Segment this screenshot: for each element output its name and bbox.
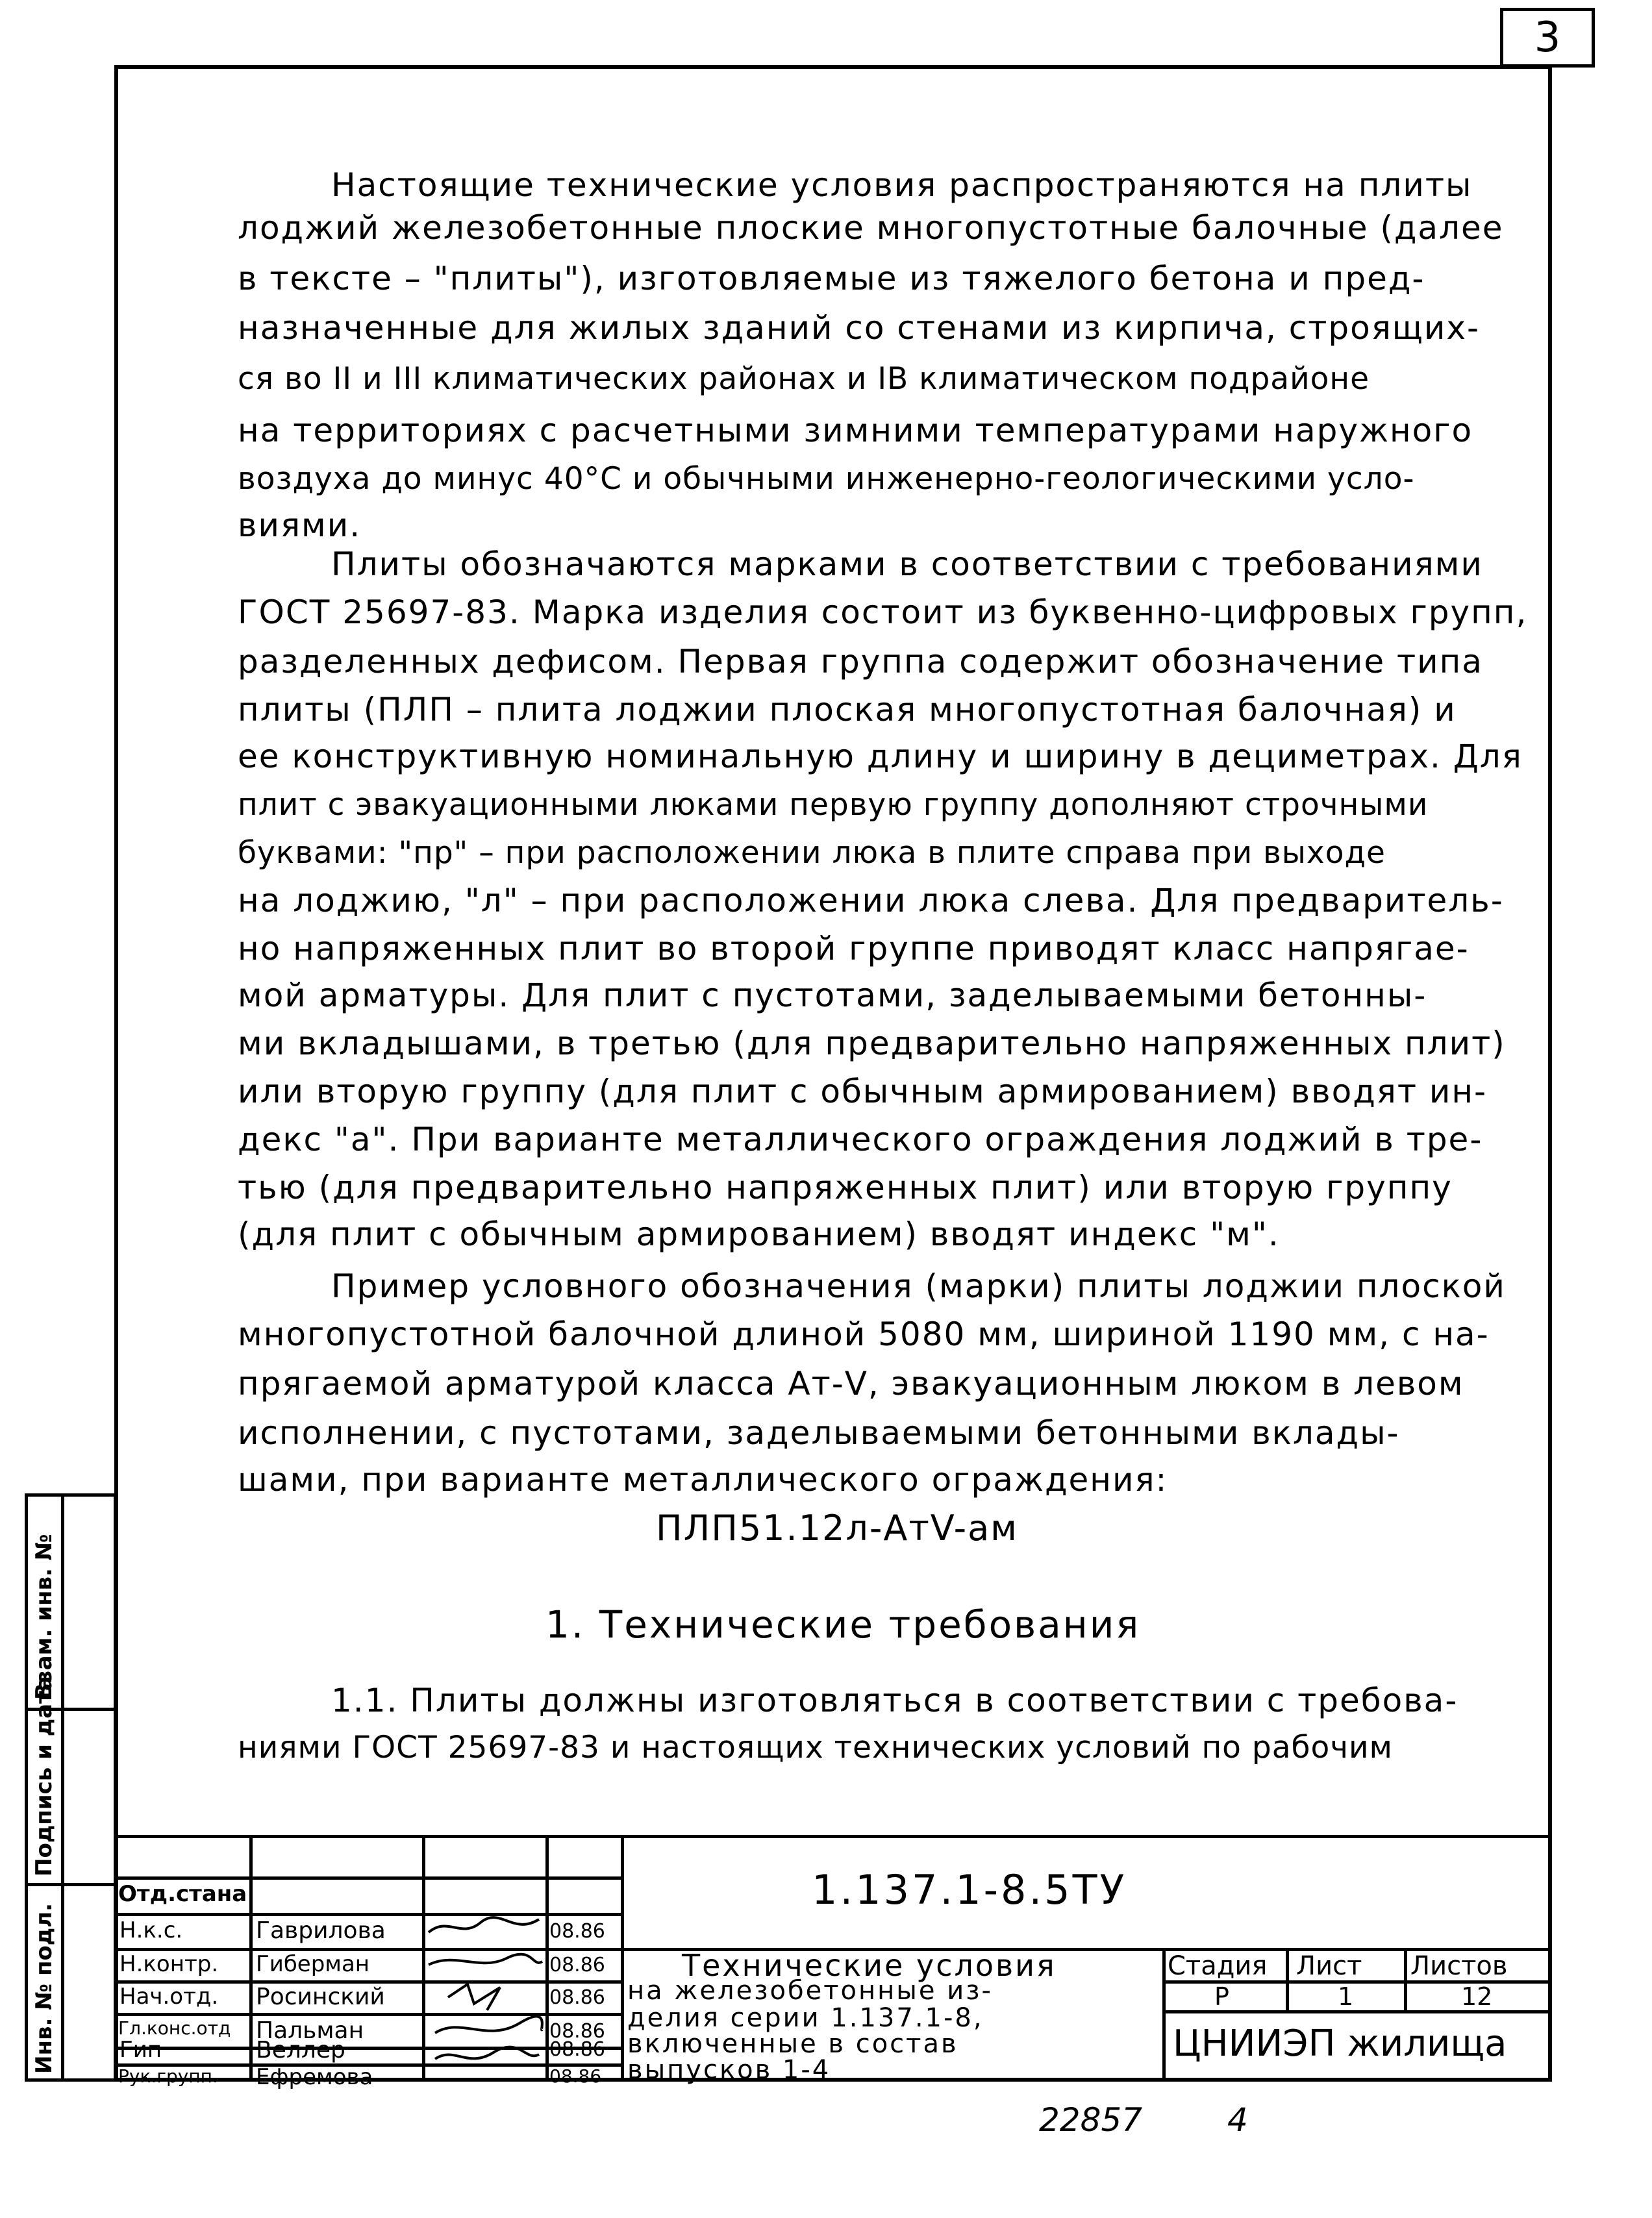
page-number-box [1500, 8, 1595, 68]
role-label: Н.к.с. [119, 1917, 183, 1943]
footer-page: 4 [1227, 2101, 1248, 2139]
body-line: мой арматуры. Для плит с пустотами, заделываемыми бетонны- [238, 977, 1427, 1014]
signature-scribbles [422, 1913, 545, 2082]
stage-header: Стадия [1168, 1951, 1268, 1981]
body-line: назначенные для жилых зданий со стенами из кирпича, строящих- [238, 309, 1480, 347]
body-line: Настоящие технические условия распространяются на плиты [331, 166, 1473, 204]
role-name: Росинский [256, 1984, 385, 2010]
body-line: но напряженных плит во второй группе приводят класс напрягае- [238, 930, 1470, 967]
body-line: на лоджию, "л" – при расположении люка слева. Для предваритель- [238, 882, 1504, 919]
mark-example: ПЛП51.12л-АтV-ам [656, 1508, 1018, 1549]
body-line: или вторую группу (для плит с обычным армированием) вводят ин- [238, 1073, 1488, 1110]
body-line: буквами: "пр" – при расположении люка в плите справа при выходе [238, 835, 1386, 871]
role-date: 08.86 [549, 2020, 605, 2043]
body-line: на территориях с расчетными зимними температурами наружного [238, 412, 1473, 449]
body-line: исполнении, с пустотами, заделываемыми бетонными вклады- [238, 1414, 1400, 1452]
title-line: выпусков 1-4 [627, 2055, 831, 2085]
role-label: Рук.групп. [118, 2065, 218, 2087]
body-line: шами, при варианте металлического ограждения: [238, 1461, 1168, 1499]
role-name: Пальман [256, 2017, 364, 2044]
inv-podl-label: Инв. № подл. [31, 1902, 57, 2074]
role-date: 08.86 [549, 2038, 605, 2061]
body-line: (для плит с обычным армированием) вводят индекс "м". [238, 1215, 1280, 1253]
role-label: Гип [119, 2037, 162, 2063]
body-line: ее конструктивную номинальную длину и ширину в дециметрах. Для [238, 738, 1523, 775]
role-date: 08.86 [549, 1954, 605, 1976]
role-date: 08.86 [549, 1920, 605, 1943]
department-label: Отд.стана [118, 1881, 247, 1907]
title-line: Технические условия [682, 1948, 1057, 1983]
sheet-header: Лист [1296, 1951, 1362, 1981]
body-line: декс "а". При варианте металлического ограждения лоджий в тре- [238, 1121, 1483, 1158]
document-code: 1.137.1-8.5ТУ [812, 1866, 1127, 1913]
body-line: Плиты обозначаются марками в соответствии с требованиями [331, 545, 1483, 583]
body-line: плит с эвакуационными люками первую группу дополняют строчными [238, 787, 1429, 823]
role-label: Гл.конс.отд [118, 2017, 231, 2039]
podpis-data-label: Подпись и дата [31, 1676, 57, 1876]
body-line: лоджий железобетонные плоские многопустотные балочные (далее [238, 209, 1504, 247]
side-stamp [25, 1493, 117, 2082]
stage-value: Р [1214, 1982, 1229, 2011]
sheets-header: Листов [1410, 1951, 1508, 1981]
body-line: ми вкладышами, в третью (для предварительно напряженных плит) [238, 1025, 1506, 1062]
body-line: ся во II и III климатических районах и IВ климатическом подрайоне [238, 361, 1370, 397]
page-number: 3 [1534, 14, 1561, 62]
body-line: тью (для предварительно напряженных плит) или вторую группу [238, 1169, 1453, 1206]
role-date: 08.86 [549, 1986, 605, 2009]
body-line: в тексте – "плиты"), изготовляемые из тяжелого бетона и пред- [238, 260, 1425, 297]
body-line: воздуха до минус 40°С и обычными инженерно-геологическими усло- [238, 461, 1415, 497]
title-line: делия серии 1.137.1-8, [627, 2003, 984, 2033]
body-line: ГОСТ 25697-83. Марка изделия состоит из буквенно-цифровых групп, [238, 593, 1528, 631]
clause-line: 1.1. Плиты должны изготовляться в соответствии с требова- [331, 1682, 1458, 1719]
role-name: Гаврилова [256, 1917, 386, 1944]
title-line: на железобетонные из- [627, 1976, 993, 2006]
role-date: 08.86 [549, 2065, 602, 2087]
sheets-value: 12 [1461, 1982, 1493, 2011]
section-heading: 1. Технические требования [545, 1602, 1141, 1647]
vzam-inv-label: Взам. инв. № [31, 1534, 57, 1700]
organization: ЦНИИЭП жилища [1173, 2023, 1507, 2065]
clause-line: ниями ГОСТ 25697-83 и настоящих технических условий по рабочим [238, 1730, 1394, 1765]
role-label: Н.контр. [119, 1951, 219, 1977]
body-line: многопустотной балочной длиной 5080 мм, шириной 1190 мм, с на- [238, 1315, 1490, 1353]
role-name: Веллер [256, 2037, 345, 2063]
role-name: Гиберман [256, 1951, 370, 1977]
body-line: плиты (ПЛП – плита лоджии плоская многопустотная балочная) и [238, 691, 1457, 729]
body-line: разделенных дефисом. Первая группа содержит обозначение типа [238, 643, 1483, 680]
footer-number: 22857 [1039, 2101, 1143, 2139]
role-name: Ефремова [256, 2064, 373, 2090]
body-line: прягаемой арматурой класса Ат-V, эвакуационным люком в левом [238, 1365, 1464, 1402]
title-line: включенные в состав [627, 2029, 958, 2059]
role-label: Нач.отд. [119, 1984, 219, 2010]
sheet-value: 1 [1338, 1982, 1354, 2011]
body-line: Пример условного обозначения (марки) плиты лоджии плоской [331, 1267, 1506, 1305]
body-line: виями. [238, 506, 362, 544]
